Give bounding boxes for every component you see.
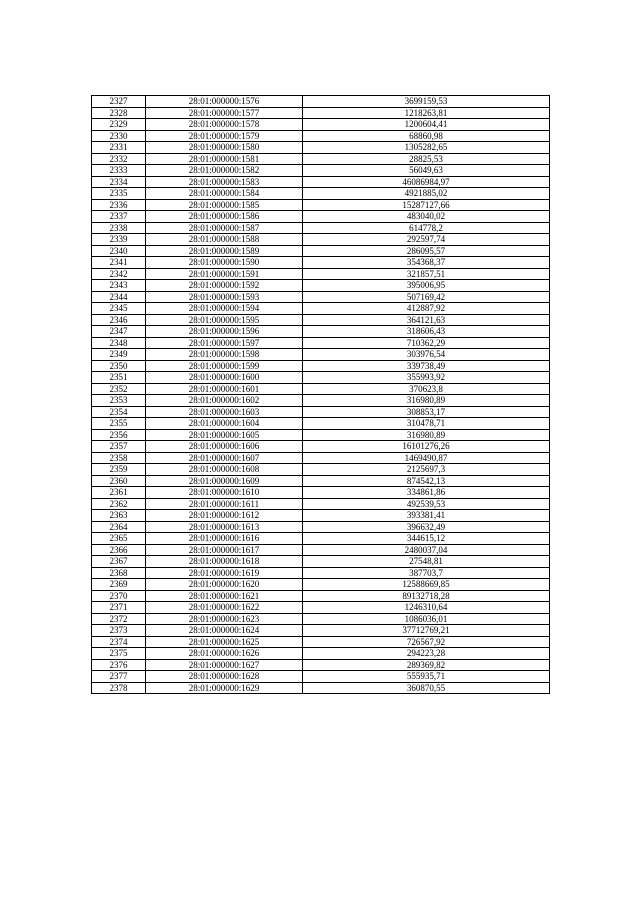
table-row — [92, 521, 550, 533]
cadastral-number-cell: 28:01:000000:1579 — [146, 130, 303, 142]
table-row — [92, 406, 550, 418]
row-number-cell: 2336 — [92, 199, 146, 211]
row-number-cell: 2338 — [92, 222, 146, 234]
row-number-cell: 2343 — [92, 280, 146, 292]
table-row — [92, 464, 550, 476]
cadastral-number-cell: 28:01:000000:1609 — [146, 475, 303, 487]
row-number-cell: 2359 — [92, 464, 146, 476]
cadastral-value-cell: 318606,43 — [303, 326, 550, 338]
cadastral-number-cell: 28:01:000000:1587 — [146, 222, 303, 234]
row-number-cell: 2352 — [92, 383, 146, 395]
table-row — [92, 245, 550, 257]
table-row — [92, 176, 550, 188]
table-row — [92, 567, 550, 579]
cadastral-value-cell: 393381,41 — [303, 510, 550, 522]
row-number-cell: 2345 — [92, 303, 146, 315]
cadastral-number-cell: 28:01:000000:1622 — [146, 602, 303, 614]
cadastral-value-cell: 4921885,02 — [303, 188, 550, 200]
row-number-cell: 2349 — [92, 349, 146, 361]
cadastral-number-cell: 28:01:000000:1605 — [146, 429, 303, 441]
table-row — [92, 326, 550, 338]
cadastral-value-cell: 1218263,81 — [303, 107, 550, 119]
row-number-cell: 2369 — [92, 579, 146, 591]
table-body — [92, 96, 550, 694]
cadastral-value-cell: 15287127,66 — [303, 199, 550, 211]
table-row — [92, 153, 550, 165]
table-row — [92, 429, 550, 441]
cadastral-number-cell: 28:01:000000:1594 — [146, 303, 303, 315]
cadastral-number-cell: 28:01:000000:1611 — [146, 498, 303, 510]
table-row — [92, 544, 550, 556]
cadastral-value-cell: 1305282,65 — [303, 142, 550, 154]
table-row — [92, 372, 550, 384]
table-row — [92, 602, 550, 614]
table-row — [92, 291, 550, 303]
row-number-cell: 2334 — [92, 176, 146, 188]
row-number-cell: 2333 — [92, 165, 146, 177]
cadastral-value-cell: 483040,02 — [303, 211, 550, 223]
table-row — [92, 280, 550, 292]
row-number-cell: 2358 — [92, 452, 146, 464]
row-number-cell: 2339 — [92, 234, 146, 246]
cadastral-number-cell: 28:01:000000:1584 — [146, 188, 303, 200]
cadastral-value-cell: 321857,51 — [303, 268, 550, 280]
cadastral-value-cell: 27548,81 — [303, 556, 550, 568]
table-row — [92, 625, 550, 637]
cadastral-number-cell: 28:01:000000:1608 — [146, 464, 303, 476]
cadastral-number-cell: 28:01:000000:1585 — [146, 199, 303, 211]
table-row — [92, 682, 550, 694]
row-number-cell: 2346 — [92, 314, 146, 326]
row-number-cell: 2347 — [92, 326, 146, 338]
row-number-cell: 2327 — [92, 96, 146, 108]
table-row — [92, 441, 550, 453]
table-row — [92, 510, 550, 522]
table-row — [92, 487, 550, 499]
cadastral-value-cell: 16101276,26 — [303, 441, 550, 453]
table-row — [92, 498, 550, 510]
cadastral-value-cell: 354368,37 — [303, 257, 550, 269]
cadastral-number-cell: 28:01:000000:1576 — [146, 96, 303, 108]
cadastral-number-cell: 28:01:000000:1619 — [146, 567, 303, 579]
cadastral-value-cell: 726567,92 — [303, 636, 550, 648]
table-row — [92, 211, 550, 223]
table-row — [92, 142, 550, 154]
cadastral-value-cell: 310478,71 — [303, 418, 550, 430]
row-number-cell: 2344 — [92, 291, 146, 303]
cadastral-number-cell: 28:01:000000:1617 — [146, 544, 303, 556]
cadastral-number-cell: 28:01:000000:1581 — [146, 153, 303, 165]
cadastral-value-cell: 1200604,41 — [303, 119, 550, 131]
row-number-cell: 2329 — [92, 119, 146, 131]
cadastral-value-cell: 364121,63 — [303, 314, 550, 326]
cadastral-value-cell: 89132718,28 — [303, 590, 550, 602]
cadastral-number-cell: 28:01:000000:1604 — [146, 418, 303, 430]
cadastral-number-cell: 28:01:000000:1603 — [146, 406, 303, 418]
cadastral-value-cell: 2125697,3 — [303, 464, 550, 476]
cadastral-value-cell: 492539,53 — [303, 498, 550, 510]
row-number-cell: 2376 — [92, 659, 146, 671]
cadastral-value-cell: 360870,55 — [303, 682, 550, 694]
cadastral-value-cell: 614778,2 — [303, 222, 550, 234]
table-row — [92, 96, 550, 108]
row-number-cell: 2328 — [92, 107, 146, 119]
cadastral-value-cell: 355993,92 — [303, 372, 550, 384]
cadastral-value-cell: 412887,92 — [303, 303, 550, 315]
cadastral-number-cell: 28:01:000000:1599 — [146, 360, 303, 372]
table-row — [92, 383, 550, 395]
cadastral-value-cell: 316980,89 — [303, 429, 550, 441]
cadastral-value-cell: 396632,49 — [303, 521, 550, 533]
cadastral-value-cell: 292597,74 — [303, 234, 550, 246]
table-row — [92, 671, 550, 683]
row-number-cell: 2378 — [92, 682, 146, 694]
row-number-cell: 2367 — [92, 556, 146, 568]
table-row — [92, 130, 550, 142]
cadastral-value-cell: 387703,7 — [303, 567, 550, 579]
row-number-cell: 2351 — [92, 372, 146, 384]
row-number-cell: 2341 — [92, 257, 146, 269]
cadastral-number-cell: 28:01:000000:1606 — [146, 441, 303, 453]
cadastral-number-cell: 28:01:000000:1598 — [146, 349, 303, 361]
cadastral-value-cell: 555935,71 — [303, 671, 550, 683]
table-row — [92, 119, 550, 131]
cadastral-value-cell: 874542,13 — [303, 475, 550, 487]
cadastral-number-cell: 28:01:000000:1600 — [146, 372, 303, 384]
table-row — [92, 107, 550, 119]
row-number-cell: 2353 — [92, 395, 146, 407]
cadastral-number-cell: 28:01:000000:1627 — [146, 659, 303, 671]
cadastral-number-cell: 28:01:000000:1613 — [146, 521, 303, 533]
table-row — [92, 475, 550, 487]
row-number-cell: 2370 — [92, 590, 146, 602]
table-row — [92, 648, 550, 660]
cadastral-number-cell: 28:01:000000:1586 — [146, 211, 303, 223]
cadastral-value-cell: 710362,29 — [303, 337, 550, 349]
table-row — [92, 303, 550, 315]
table-row — [92, 188, 550, 200]
row-number-cell: 2342 — [92, 268, 146, 280]
row-number-cell: 2371 — [92, 602, 146, 614]
table-row — [92, 533, 550, 545]
cadastral-number-cell: 28:01:000000:1618 — [146, 556, 303, 568]
cadastral-number-cell: 28:01:000000:1595 — [146, 314, 303, 326]
cadastral-value-table — [91, 95, 550, 694]
cadastral-number-cell: 28:01:000000:1612 — [146, 510, 303, 522]
cadastral-number-cell: 28:01:000000:1616 — [146, 533, 303, 545]
table-row — [92, 590, 550, 602]
cadastral-number-cell: 28:01:000000:1577 — [146, 107, 303, 119]
row-number-cell: 2330 — [92, 130, 146, 142]
cadastral-number-cell: 28:01:000000:1621 — [146, 590, 303, 602]
row-number-cell: 2364 — [92, 521, 146, 533]
row-number-cell: 2377 — [92, 671, 146, 683]
cadastral-value-cell: 507169,42 — [303, 291, 550, 303]
table-row — [92, 360, 550, 372]
cadastral-number-cell: 28:01:000000:1597 — [146, 337, 303, 349]
table-row — [92, 636, 550, 648]
table-row — [92, 222, 550, 234]
cadastral-value-cell: 68860,98 — [303, 130, 550, 142]
cadastral-number-cell: 28:01:000000:1580 — [146, 142, 303, 154]
cadastral-number-cell: 28:01:000000:1593 — [146, 291, 303, 303]
row-number-cell: 2368 — [92, 567, 146, 579]
row-number-cell: 2337 — [92, 211, 146, 223]
table-row — [92, 165, 550, 177]
row-number-cell: 2354 — [92, 406, 146, 418]
cadastral-number-cell: 28:01:000000:1607 — [146, 452, 303, 464]
cadastral-value-cell: 12588669,85 — [303, 579, 550, 591]
row-number-cell: 2366 — [92, 544, 146, 556]
cadastral-value-cell: 286095,57 — [303, 245, 550, 257]
cadastral-value-cell: 370623,8 — [303, 383, 550, 395]
table-row — [92, 418, 550, 430]
row-number-cell: 2360 — [92, 475, 146, 487]
cadastral-value-cell: 303976,54 — [303, 349, 550, 361]
table-row — [92, 234, 550, 246]
cadastral-value-cell: 308853,17 — [303, 406, 550, 418]
cadastral-value-cell: 1469490,87 — [303, 452, 550, 464]
cadastral-number-cell: 28:01:000000:1629 — [146, 682, 303, 694]
cadastral-number-cell: 28:01:000000:1582 — [146, 165, 303, 177]
row-number-cell: 2340 — [92, 245, 146, 257]
row-number-cell: 2331 — [92, 142, 146, 154]
cadastral-number-cell: 28:01:000000:1624 — [146, 625, 303, 637]
cadastral-number-cell: 28:01:000000:1610 — [146, 487, 303, 499]
table-row — [92, 395, 550, 407]
table-row — [92, 659, 550, 671]
cadastral-value-cell: 334861,86 — [303, 487, 550, 499]
row-number-cell: 2361 — [92, 487, 146, 499]
cadastral-value-cell: 289369,82 — [303, 659, 550, 671]
row-number-cell: 2348 — [92, 337, 146, 349]
row-number-cell: 2365 — [92, 533, 146, 545]
cadastral-number-cell: 28:01:000000:1625 — [146, 636, 303, 648]
row-number-cell: 2372 — [92, 613, 146, 625]
row-number-cell: 2356 — [92, 429, 146, 441]
row-number-cell: 2374 — [92, 636, 146, 648]
row-number-cell: 2363 — [92, 510, 146, 522]
row-number-cell: 2373 — [92, 625, 146, 637]
cadastral-value-cell: 46086984,97 — [303, 176, 550, 188]
cadastral-value-cell: 28825,53 — [303, 153, 550, 165]
cadastral-number-cell: 28:01:000000:1602 — [146, 395, 303, 407]
cadastral-number-cell: 28:01:000000:1578 — [146, 119, 303, 131]
cadastral-value-cell: 3699159,53 — [303, 96, 550, 108]
cadastral-value-cell: 294223,28 — [303, 648, 550, 660]
cadastral-value-cell: 344615,12 — [303, 533, 550, 545]
row-number-cell: 2362 — [92, 498, 146, 510]
table-row — [92, 556, 550, 568]
cadastral-value-cell: 56049,63 — [303, 165, 550, 177]
cadastral-value-cell: 2480037,04 — [303, 544, 550, 556]
cadastral-value-cell: 1246310,64 — [303, 602, 550, 614]
cadastral-value-cell: 1086036,01 — [303, 613, 550, 625]
row-number-cell: 2332 — [92, 153, 146, 165]
cadastral-number-cell: 28:01:000000:1623 — [146, 613, 303, 625]
table-row — [92, 579, 550, 591]
cadastral-number-cell: 28:01:000000:1590 — [146, 257, 303, 269]
cadastral-number-cell: 28:01:000000:1601 — [146, 383, 303, 395]
cadastral-value-cell: 37712769,21 — [303, 625, 550, 637]
cadastral-value-cell: 395006,95 — [303, 280, 550, 292]
cadastral-number-cell: 28:01:000000:1626 — [146, 648, 303, 660]
table-row — [92, 613, 550, 625]
row-number-cell: 2335 — [92, 188, 146, 200]
cadastral-number-cell: 28:01:000000:1583 — [146, 176, 303, 188]
cadastral-value-cell: 316980,89 — [303, 395, 550, 407]
cadastral-number-cell: 28:01:000000:1620 — [146, 579, 303, 591]
table-row — [92, 314, 550, 326]
cadastral-number-cell: 28:01:000000:1628 — [146, 671, 303, 683]
row-number-cell: 2375 — [92, 648, 146, 660]
table-row — [92, 199, 550, 211]
table-row — [92, 349, 550, 361]
row-number-cell: 2357 — [92, 441, 146, 453]
cadastral-number-cell: 28:01:000000:1592 — [146, 280, 303, 292]
cadastral-number-cell: 28:01:000000:1589 — [146, 245, 303, 257]
table-row — [92, 337, 550, 349]
row-number-cell: 2355 — [92, 418, 146, 430]
table-row — [92, 452, 550, 464]
table-row — [92, 257, 550, 269]
cadastral-number-cell: 28:01:000000:1588 — [146, 234, 303, 246]
cadastral-value-cell: 339738,49 — [303, 360, 550, 372]
cadastral-number-cell: 28:01:000000:1591 — [146, 268, 303, 280]
cadastral-number-cell: 28:01:000000:1596 — [146, 326, 303, 338]
row-number-cell: 2350 — [92, 360, 146, 372]
table-row — [92, 268, 550, 280]
